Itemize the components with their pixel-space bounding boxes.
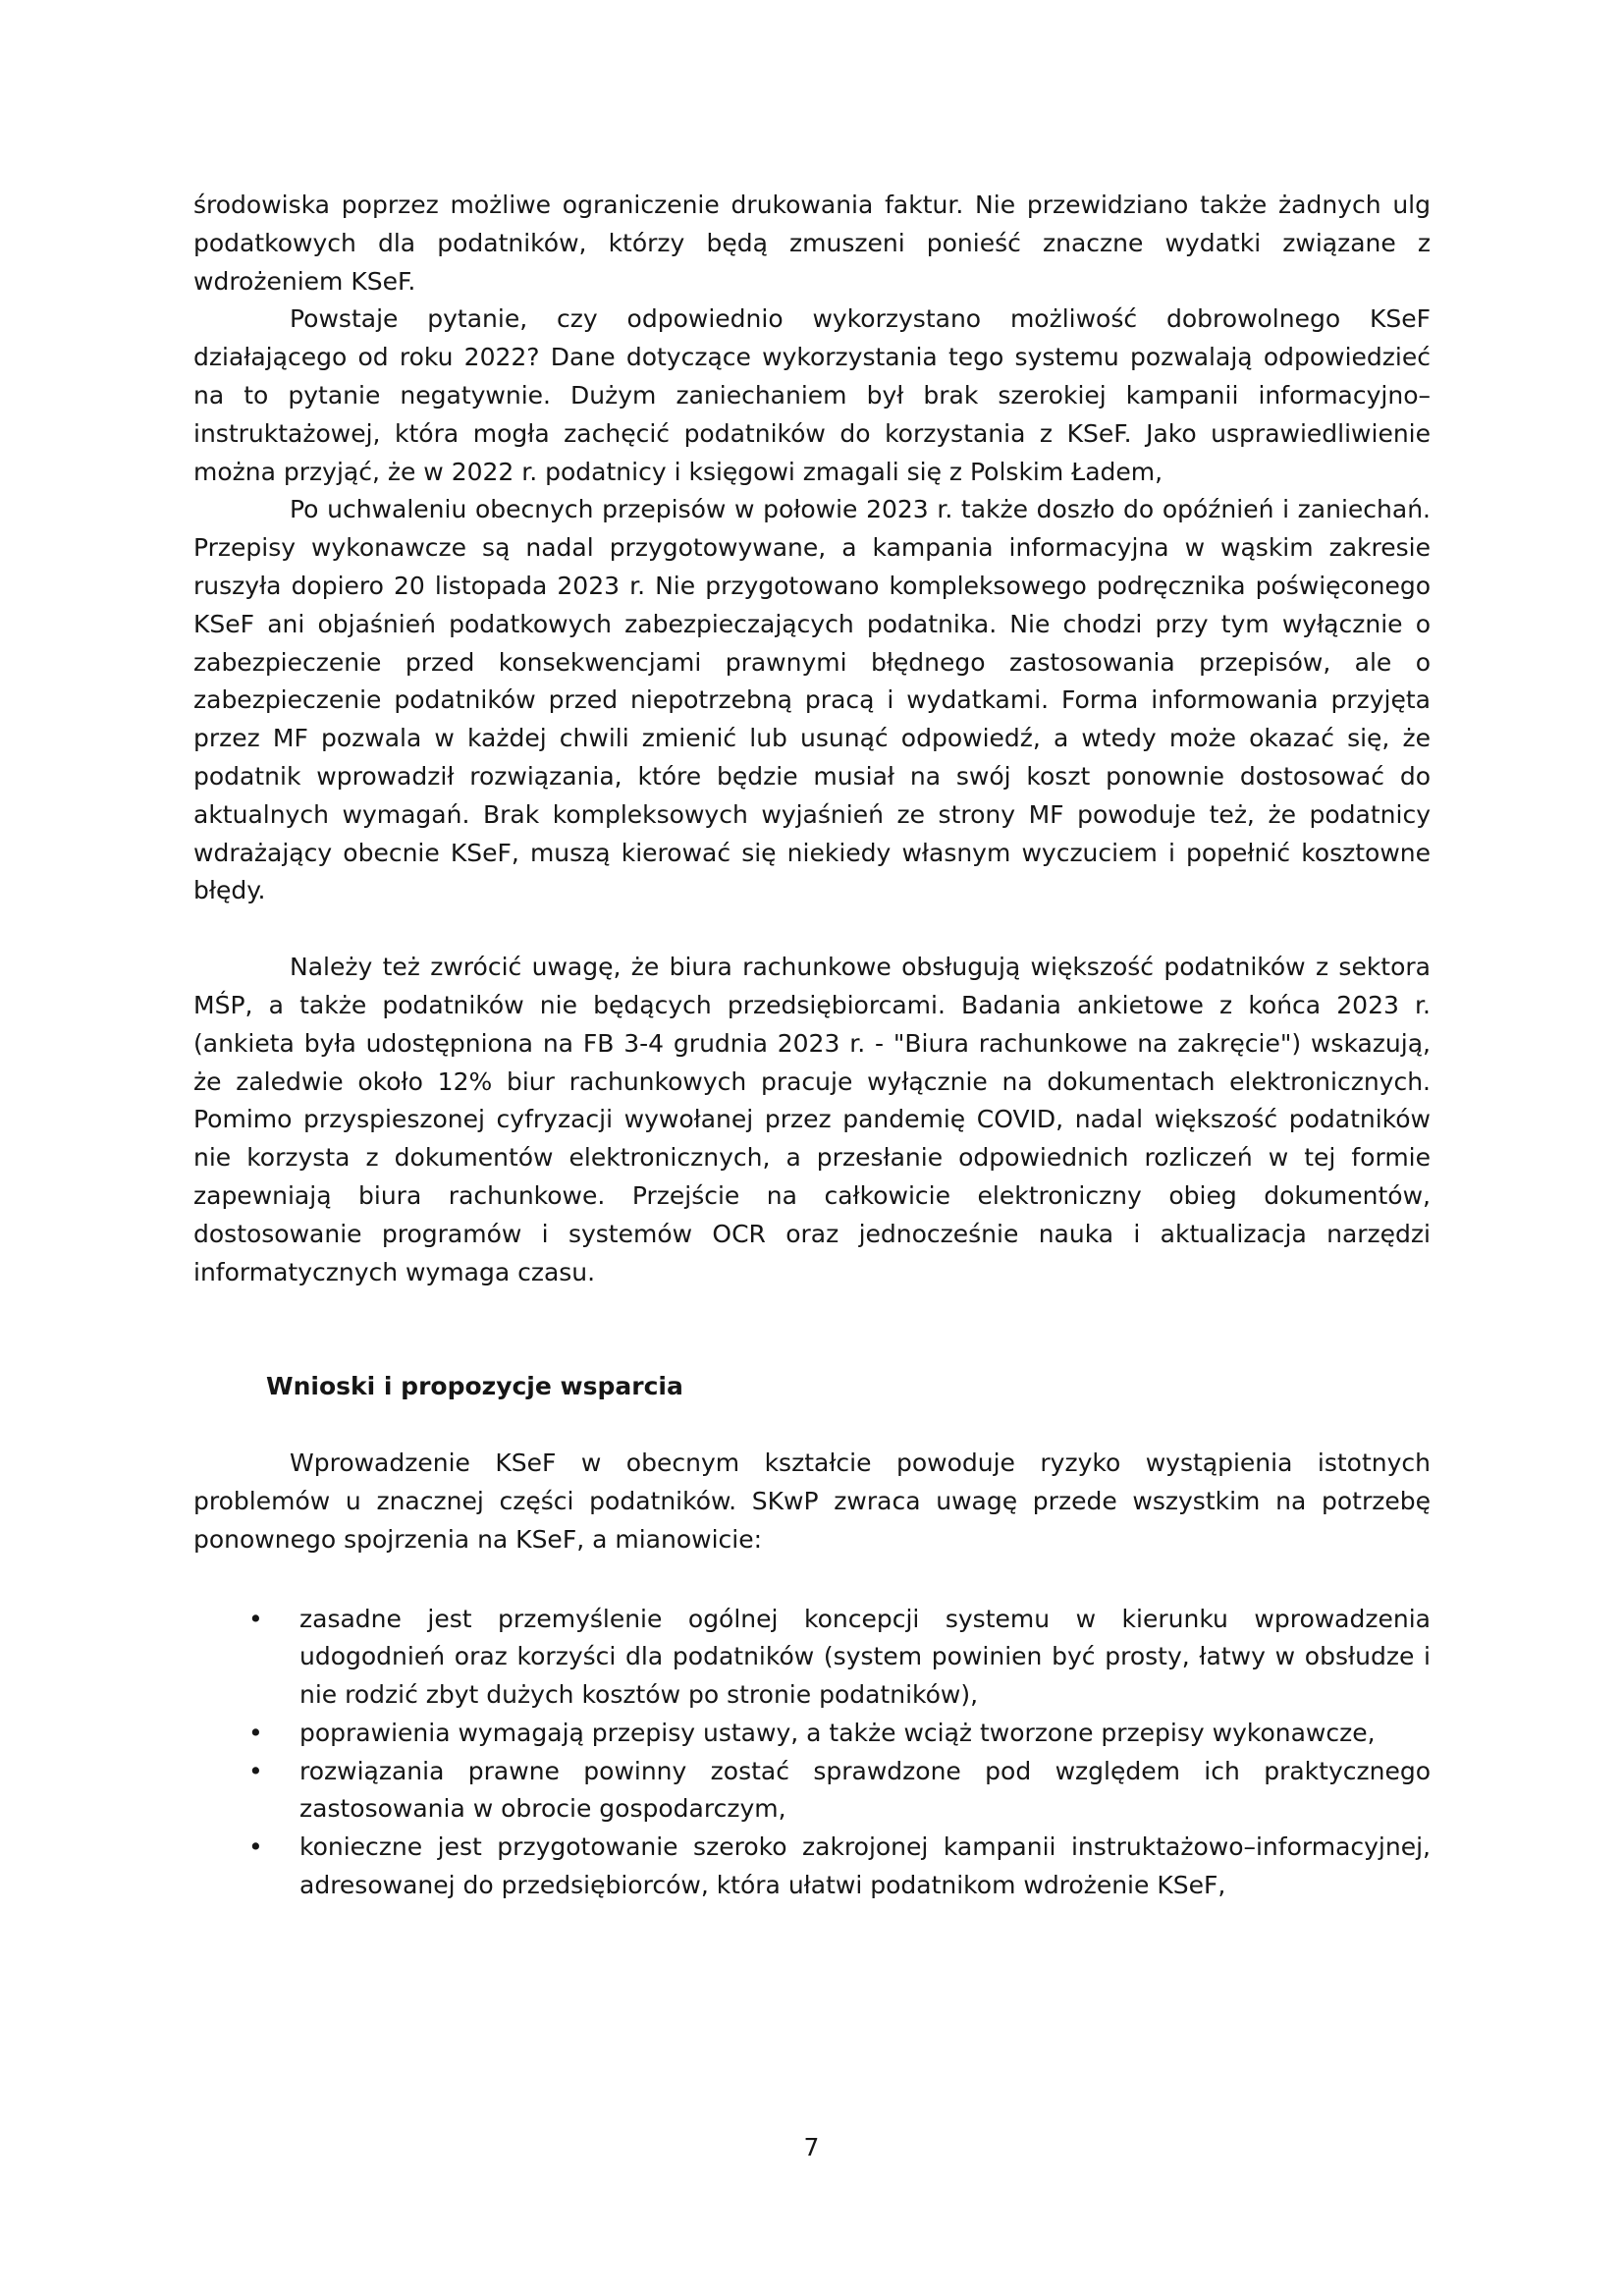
bullet-item: [193, 1715, 1431, 1753]
bullet-text: rozwiązania prawne powinny zostać sprawdzone pod względem ich praktycznego zastosowania w obrocie gospodarczym,: [299, 1756, 1431, 1824]
bullet-item: [193, 1601, 1431, 1715]
bullet-icon: •: [248, 1756, 263, 1785]
bullet-item: [193, 1829, 1431, 1905]
page-number: 7: [803, 2133, 820, 2161]
paragraph: Wprowadzenie KSeF w obecnym kształcie powoduje ryzyko wystąpienia istotnych problemów u znacznej części podatników. SKwP zwraca uwagę przede wszystkim na potrzebę ponownego spojrzenia na KSeF, a mianowicie:: [193, 1449, 1431, 1554]
bullet-list: [193, 1601, 1431, 1905]
bullet-text: konieczne jest przygotowanie szeroko zakrojonej kampanii instruktażowo–informacyjnej, adresowanej do przedsiębiorców, która ułatwi podatnikom wdrożenie KSeF,: [299, 1832, 1431, 1900]
bullet-text: poprawienia wymagają przepisy ustawy, a także wciąż tworzone przepisy wykonawcze,: [299, 1718, 1376, 1747]
paragraph: Powstaje pytanie, czy odpowiednio wykorzystano możliwość dobrowolnego KSeF działającego od roku 2022? Dane dotyczące wykorzystania tego systemu pozwalają odpowiedzieć na to pytanie negatywnie. Dużym zaniechaniem był brak szerokiej kampanii informacyjno–instruktażowej, która mogła zachęcić podatników do korzystania z KSeF. Jako usprawiedliwienie można przyjąć, że w 2022 r. podatnicy i księgowi zmagali się z Polskim Ładem,: [193, 304, 1431, 486]
bullet-icon: •: [248, 1718, 263, 1747]
paragraph: Po uchwaleniu obecnych przepisów w połowie 2023 r. także doszło do opóźnień i zaniechań. Przepisy wykonawcze są nadal przygotowywane, a kampania informacyjna w wąskim zakresie ruszyła dopiero 20 listopada 2023 r. Nie przygotowano kompleksowego podręcznika poświęconego KSeF ani objaśnień podatkowych zabezpieczających podatnika. Nie chodzi przy tym wyłącznie o zabezpieczenie przed konsekwencjami prawnymi błędnego zastosowania przepisów, ale o zabezpieczenie podatników przed niepotrzebną pracą i wydatkami. Forma informowania przyjęta przez MF pozwala w każdej chwili zmienić lub usunąć odpowiedź, a wtedy może okazać się, że podatnik wprowadził rozwiązania, które będzie musiał na swój koszt ponownie dostosować do aktualnych wymagań. Brak kompleksowych wyjaśnień ze strony MF powoduje też, że podatnicy wdrażający obecnie KSeF, muszą kierować się niekiedy własnym wyczuciem i popełnić kosztowne błędy.: [193, 495, 1431, 905]
paragraph-continuation: środowiska poprzez możliwe ograniczenie drukowania faktur. Nie przewidziano także żadnych ulg podatkowych dla podatników, którzy będą zmuszeni ponieść znaczne wydatki związane z wdrożeniem KSeF.: [193, 191, 1431, 296]
bullet-text: zasadne jest przemyślenie ogólnej koncepcji systemu w kierunku wprowadzenia udogodnień oraz korzyści dla podatników (system powinien być prosty, łatwy w obsłudze i nie rodzić zbyt dużych kosztów po stronie podatników),: [299, 1604, 1431, 1710]
bullet-icon: •: [248, 1832, 263, 1862]
section-heading: Wnioski i propozycje wsparcia: [266, 1372, 683, 1401]
bullet-icon: •: [248, 1604, 263, 1633]
document-body: [193, 187, 1431, 1905]
paragraph: Należy też zwrócić uwagę, że biura rachunkowe obsługują większość podatników z sektora MŚP, a także podatników nie będących przedsiębiorcami. Badania ankietowe z końca 2023 r. (ankieta była udostępniona na FB 3-4 grudnia 2023 r. - "Biura rachunkowe na zakręcie") wskazują, że zaledwie około 12% biur rachunkowych pracuje wyłącznie na dokumentach elektronicznych. Pomimo przyspieszonej cyfryzacji wywołanej przez pandemię COVID, nadal większość podatników nie korzysta z dokumentów elektronicznych, a przesłanie odpowiednich rozliczeń w tej formie zapewniają biura rachunkowe. Przejście na całkowicie elektroniczny obieg dokumentów, dostosowanie programów i systemów OCR oraz jednocześnie nauka i aktualizacja narzędzi informatycznych wymaga czasu.: [193, 953, 1431, 1286]
bullet-item: [193, 1753, 1431, 1830]
